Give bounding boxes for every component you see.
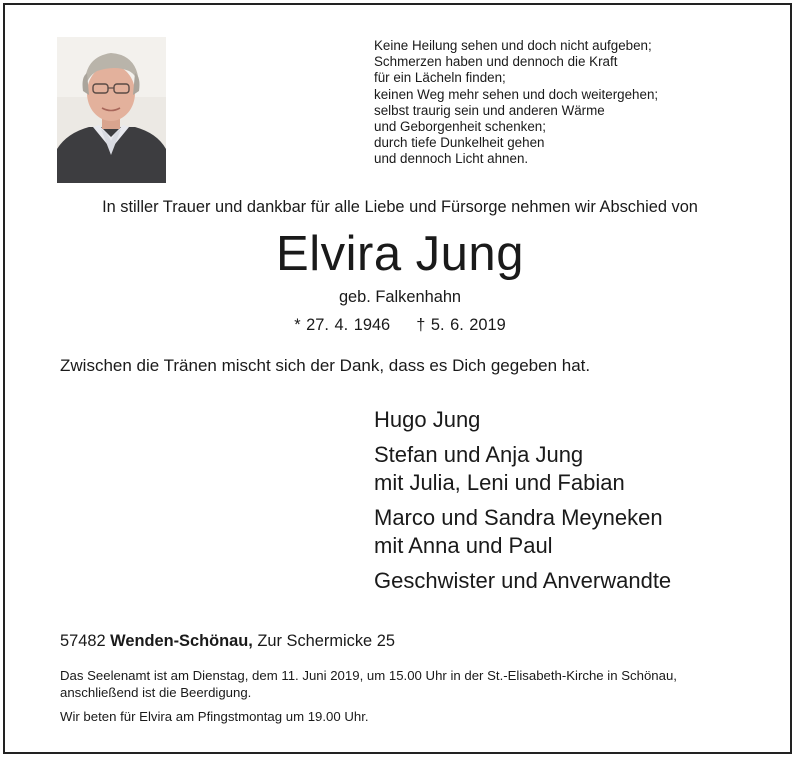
poem-line: durch tiefe Dunkelheit gehen [374,135,545,151]
poem-line: und Geborgenheit schenken; [374,119,546,135]
intro-text: In stiller Trauer und dankbar für alle Liebe und Fürsorge nehmen wir Abschied von [102,198,698,216]
portrait-photo [57,37,166,183]
deceased-name: Elvira Jung [276,227,524,281]
mourners-list [374,406,671,602]
mourner-line: Marco und Sandra Meyneken [374,505,663,530]
address-city: Wenden-Schönau, [110,632,253,650]
thanks-text: Zwischen die Tränen mischt sich der Dank, dass es Dich gegeben hat. [60,356,591,375]
poem-line: keinen Weg mehr sehen und doch weitergehen; [374,86,659,102]
mourner-line: mit Anna und Paul [374,533,553,558]
prayer-info: Wir beten für Elvira am Pfingstmontag um 19.00 Uhr. [60,709,369,724]
mourner-line: Stefan und Anja Jung [374,442,584,467]
poem [374,38,658,168]
mourner-line: Geschwister und Anverwandte [374,568,672,593]
funeral-info: Das Seelenamt ist am Dienstag, dem 11. Juni 2019, um 15.00 Uhr in der St.-Elisabeth-Kirche in Schönau, anschließend ist die Beerdigung. [60,668,677,700]
poem-line: für ein Lächeln finden; [374,70,506,86]
life-dates [0,316,800,335]
mourner-group [374,406,671,434]
mourner-line: Hugo Jung [374,407,481,432]
address-street: Zur Schermicke 25 [257,632,395,650]
birth-name: geb. Falkenhahn [338,288,462,306]
mourner-group [374,504,671,560]
poem-line: und dennoch Licht ahnen. [374,151,529,167]
mourner-group [374,441,671,497]
poem-line: selbst traurig sein und anderen Wärme [374,102,605,118]
address-zip: 57482 [60,632,106,650]
mourner-line: mit Julia, Leni und Fabian [374,470,625,495]
mourner-group [374,567,671,595]
poem-line: Schmerzen haben und dennoch die Kraft [374,54,618,70]
address [60,632,395,651]
birth-date: * 27. 4. 1946 [294,316,391,334]
death-date: † 5. 6. 2019 [416,316,506,334]
poem-line: Keine Heilung sehen und doch nicht aufgeben; [374,38,652,53]
